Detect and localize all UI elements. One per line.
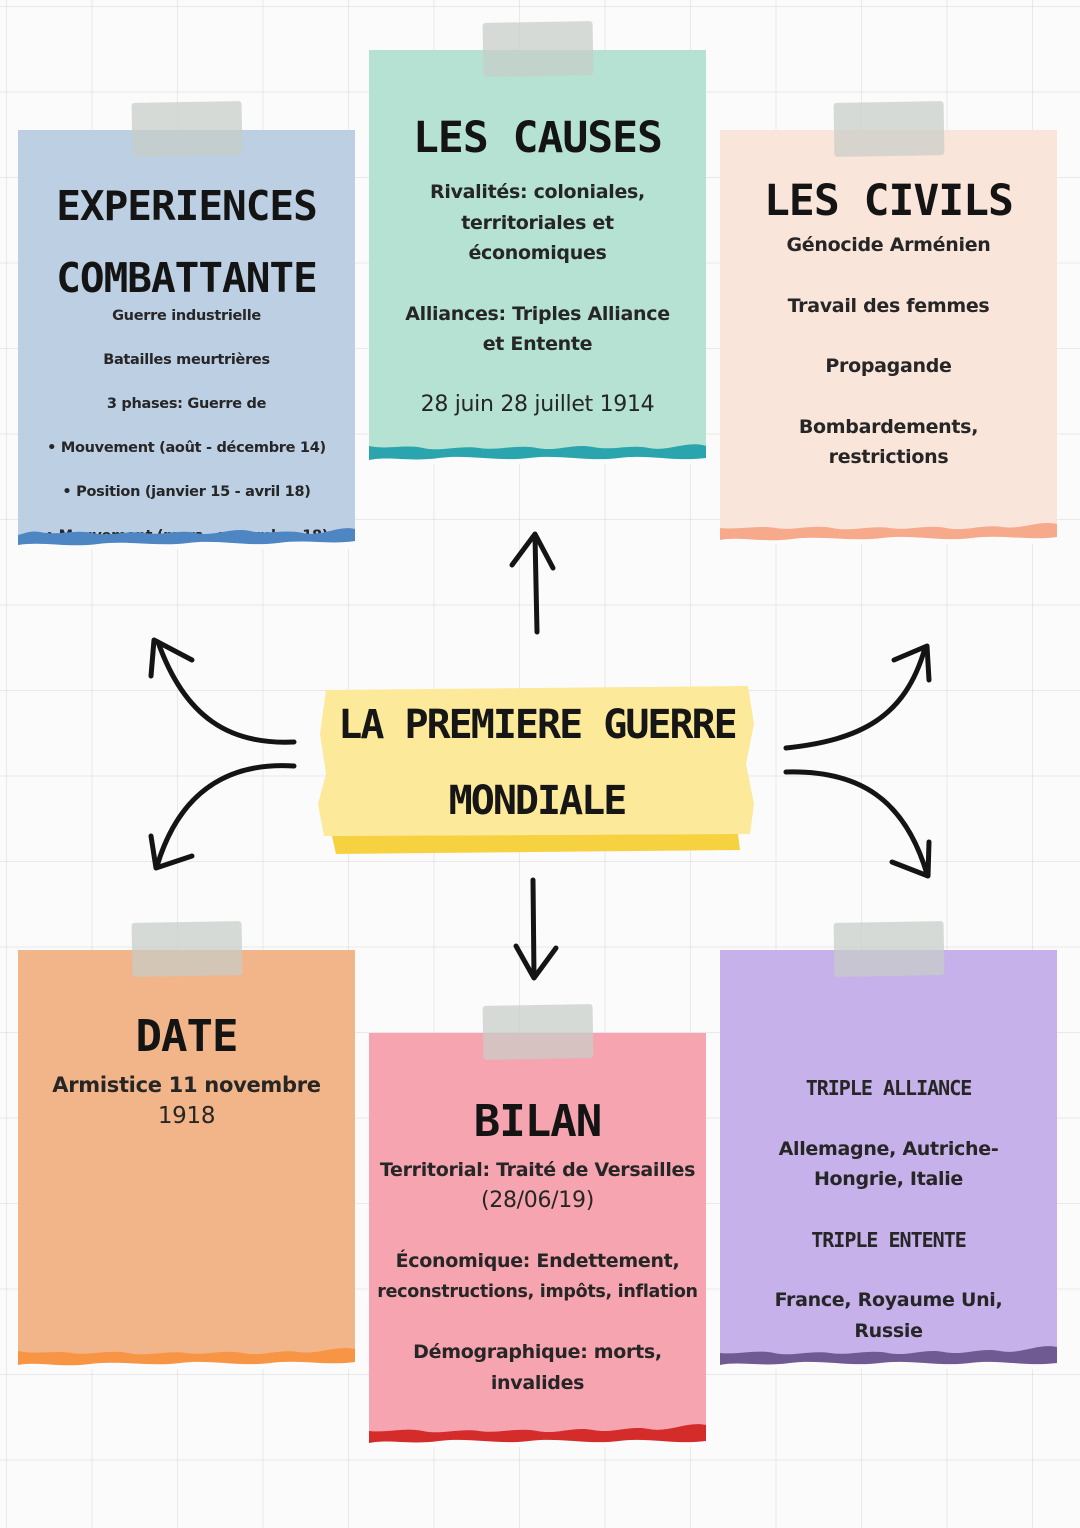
- experiences-item: • Position (janvier 15 - avril 18): [62, 484, 311, 500]
- arrow-upper-left-icon: [151, 640, 294, 742]
- torn-edge: [18, 521, 355, 549]
- experiences-item: 3 phases: Guerre de: [106, 396, 267, 412]
- torn-edge: [18, 1341, 355, 1369]
- note-bilan: [369, 1033, 706, 1433]
- tape-strip: [131, 921, 242, 977]
- experiences-item: Batailles meurtrières: [103, 352, 270, 368]
- triple-entente-members: Russie: [854, 1319, 923, 1342]
- arrow-down-icon: [516, 880, 556, 978]
- note-les-civils: [720, 130, 1057, 530]
- experiences-item: Guerre industrielle: [112, 308, 261, 324]
- tape-strip: [833, 921, 944, 977]
- bilan-territorial-line: Territorial: Traité de Versailles: [379, 1159, 696, 1181]
- triple-alliance-members: Allemagne, Autriche-: [778, 1137, 999, 1160]
- arrow-lower-right-icon: [786, 772, 929, 876]
- torn-edge: [369, 1419, 706, 1447]
- triple-entente-members: France, Royaume Uni,: [774, 1289, 1003, 1311]
- torn-edge: [720, 516, 1057, 544]
- note-alliances: [720, 950, 1057, 1355]
- date-year: 1918: [157, 1103, 216, 1129]
- triple-entente-heading: TRIPLE ENTENTE: [811, 1227, 966, 1252]
- note-date: [18, 950, 355, 1355]
- bilan-economique-line: Économique: Endettement,: [395, 1250, 680, 1272]
- bilan-title: BILAN: [473, 1096, 602, 1147]
- date-title: DATE: [135, 1011, 238, 1062]
- civils-item: Propagande: [825, 355, 952, 377]
- civils-bombardements-line: restrictions: [828, 446, 949, 468]
- causes-rivalites-line: économiques: [468, 242, 607, 264]
- causes-title: LES CAUSES: [413, 113, 662, 163]
- triple-alliance-heading: TRIPLE ALLIANCE: [805, 1076, 972, 1100]
- tape-strip: [482, 21, 593, 77]
- causes-rivalites-line: territoriales et: [461, 211, 614, 234]
- tape-strip: [482, 1004, 593, 1060]
- causes-alliances-line: Alliances: Triples Alliance: [405, 302, 670, 325]
- experiences-title: EXPERIENCES COMBATTANTE: [56, 182, 317, 302]
- central-title-banner: [318, 684, 756, 854]
- causes-rivalites-line: Rivalités: coloniales,: [430, 181, 645, 203]
- arrow-upper-right-icon: [786, 646, 929, 748]
- arrow-lower-left-icon: [151, 766, 294, 868]
- tape-strip: [131, 101, 242, 157]
- date-line: Armistice 11 novembre: [52, 1073, 321, 1097]
- note-les-causes: [369, 50, 706, 450]
- bilan-territorial-line: (28/06/19): [481, 1187, 594, 1213]
- civils-item: Travail des femmes: [787, 294, 990, 317]
- central-title: LA PREMIERE GUERRE MONDIALE: [338, 702, 736, 824]
- arrow-up-icon: [512, 534, 553, 632]
- bilan-demographique: Démographique: morts, invalides: [413, 1341, 662, 1394]
- civils-title: LES CIVILS: [764, 176, 1013, 226]
- note-experiences-combattante: [18, 130, 355, 535]
- civils-item: Génocide Arménien: [786, 234, 991, 256]
- bilan-economique-line: reconstructions, impôts, inflation: [377, 1281, 698, 1302]
- torn-edge: [369, 436, 706, 464]
- causes-alliances-line: et Entente: [482, 333, 593, 355]
- experiences-item: • Mouvement (août - décembre 14): [47, 440, 326, 456]
- causes-dates: 28 juin 28 juillet 1914: [420, 391, 655, 417]
- tape-strip: [833, 101, 944, 157]
- torn-edge: [720, 1341, 1057, 1369]
- triple-alliance-members: Hongrie, Italie: [813, 1168, 964, 1190]
- civils-bombardements-line: Bombardements,: [798, 415, 979, 438]
